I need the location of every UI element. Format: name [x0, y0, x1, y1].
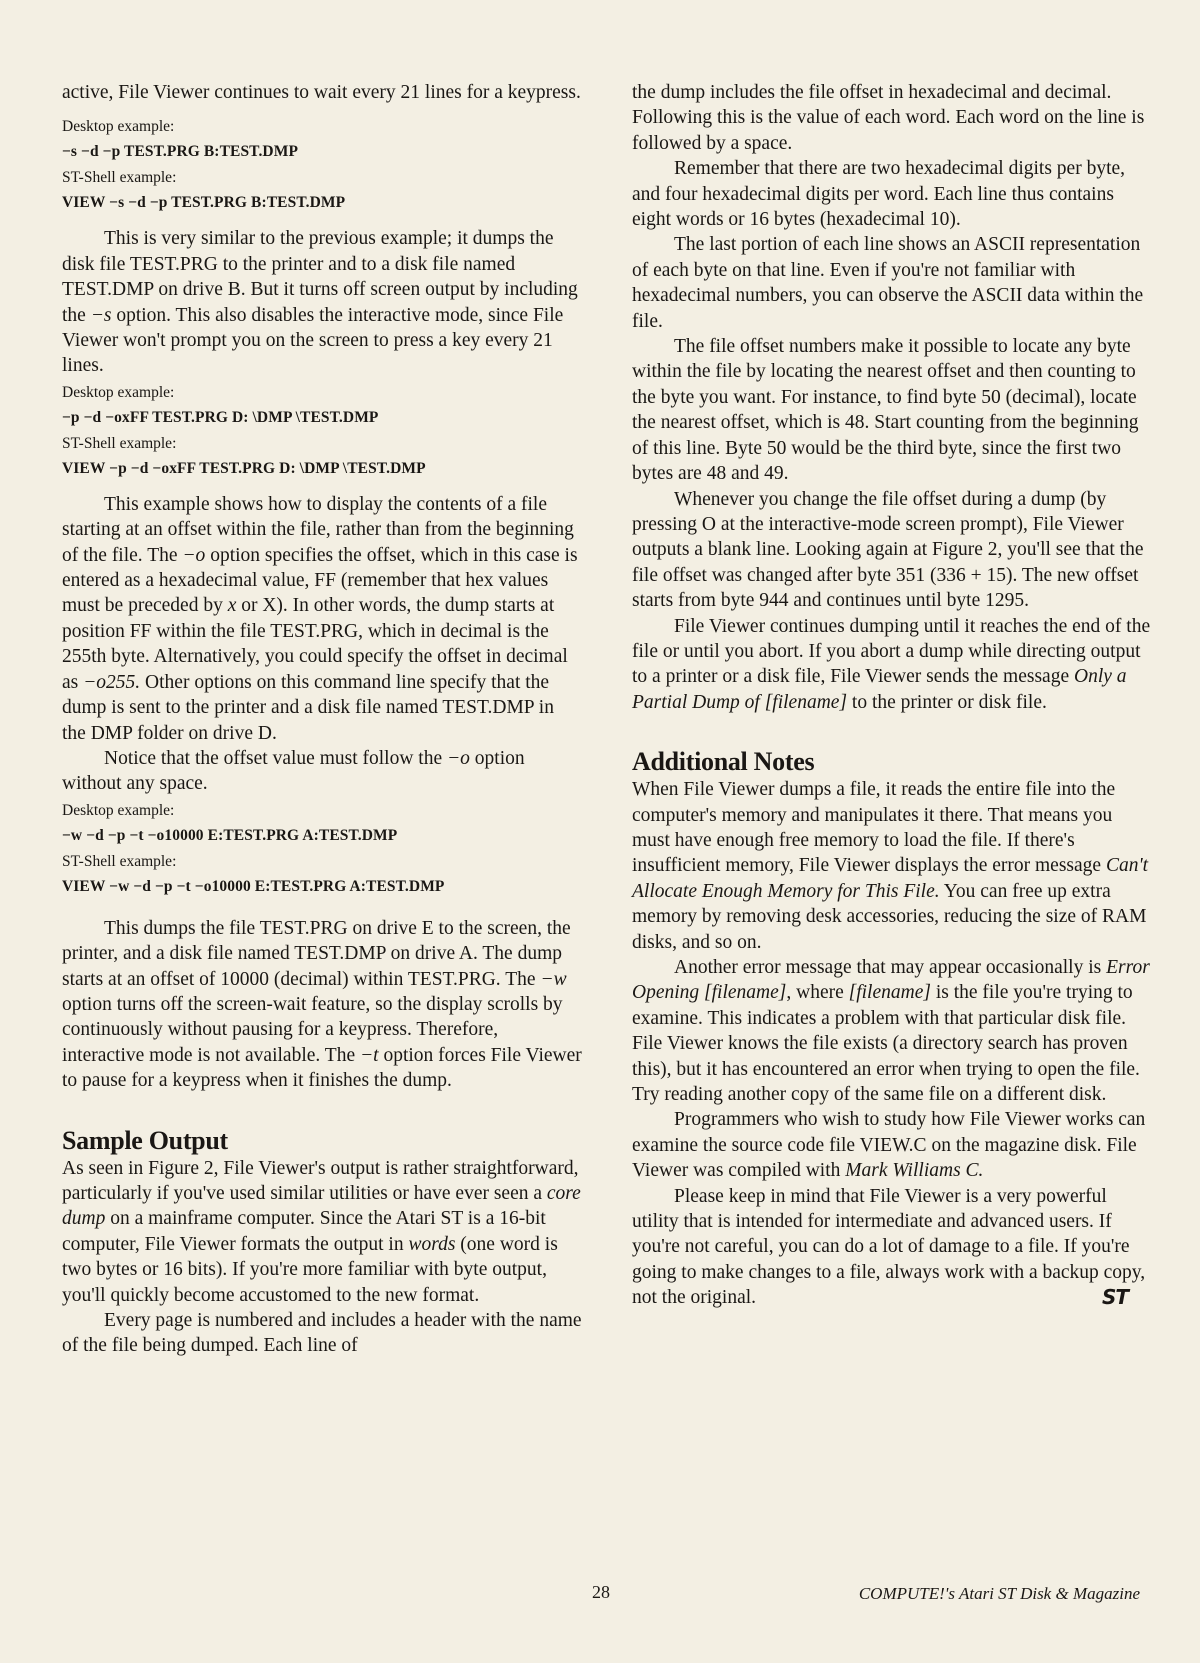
command-line: −p −d −oxFF TEST.PRG D: \DMP \TEST.DMP [62, 408, 379, 426]
command-line: −w −d −p −t −o10000 E:TEST.PRG A:TEST.DMP [62, 826, 398, 844]
paragraph: When File Viewer dumps a file, it reads the entire file into the computer's memory and manipulates it there. That means you must have enough free memory to load the file. If there's insufficient memory, File Viewer displays the error message Can't Allocate Enough Memory for This File. You can free up extra memory by removing desk accessories, reducing the size of RAM disks, and so on. [632, 779, 1149, 953]
paragraph: As seen in Figure 2, File Viewer's output is rather straightforward, particularly if you've used similar utilities or have ever seen a core dump on a mainframe computer. Since the Atari ST is a 16-bit computer, File Viewer formats the output in words (one word is two bytes or 16 bits). If you're more familiar with byte output, you'll quickly become accustomed to the new format. [62, 1157, 581, 1306]
paragraph: This dumps the file TEST.PRG on drive E to the screen, the printer, and a disk file named TEST.DMP on drive A. The dump starts at an offset of 10000 (decimal) within TEST.PRG. The −w option turns off the screen-wait feature, so the display scrolls by continuously without pausing for a keypress. Therefore, interactive mode is not available. The −t option forces File Viewer to pause for a keypress when it finishes the dump. [62, 917, 582, 1092]
left-column [62, 80, 582, 1359]
paragraph: Every page is numbered and includes a header with the name of the file being dumped. Each line of [62, 1310, 582, 1357]
paragraph: This is very similar to the previous example; it dumps the disk file TEST.PRG to the printer and to a disk file named TEST.DMP on drive B. But it turns off screen output by including the −s option. This also disables the interactive mode, since File Viewer won't prompt you on the screen to press a key every 21 lines. [62, 228, 578, 377]
paragraph: the dump includes the file offset in hexadecimal and decimal. Following this is the value of each word. Each word on the line is followed by a space. [632, 82, 1145, 154]
paragraph: File Viewer continues dumping until it reaches the end of the file or until you abort. If you abort a dump while directing output to a printer or a disk file, File Viewer sends the message Only a Partial Dump of [filename] to the printer or disk file. [632, 615, 1151, 713]
command-line: VIEW −s −d −p TEST.PRG B:TEST.DMP [62, 194, 346, 212]
right-column [632, 80, 1152, 1311]
example-label: Desktop example: [62, 118, 175, 136]
paragraph: This example shows how to display the contents of a file starting at an offset within the file, rather than from the beginning of the file. The −o option specifies the offset, which in this case is entered as a hexadecimal value, FF (remember that hex values must be preceded by x or X). In other words, the dump starts at position FF within the file TEST.PRG, which in decimal is the 255th byte. Alternatively, you could specify the offset in decimal as −o255. Other options on this command line specify that the dump is sent to the printer and a disk file named TEST.DMP in the DMP folder on drive D. [62, 493, 578, 744]
paragraph: Remember that there are two hexadecimal digits per byte, and four hexadecimal digits per word. Each line thus contains eight words or 16 bytes (hexadecimal 10). [632, 158, 1126, 231]
command-line: VIEW −p −d −oxFF TEST.PRG D: \DMP \TEST.DMP [62, 459, 426, 477]
paragraph: active, File Viewer continues to wait every 21 lines for a keypress. [62, 82, 581, 103]
example-label: ST-Shell example: [62, 852, 177, 870]
example-label: ST-Shell example: [62, 169, 177, 187]
paragraph: Notice that the offset value must follow the −o option without any space. [62, 747, 525, 795]
paragraph: Please keep in mind that File Viewer is a very powerful utility that is intended for intermediate and advanced users. If you're not careful, you can do a lot of damage to a file. If you're going to make changes to a file, always work with a backup copy, not the original. ST [632, 1185, 1146, 1310]
paragraph: The file offset numbers make it possible to locate any byte within the file by locating the nearest offset and then counting to the byte you want. For instance, to find byte 50 (decimal), locate the nearest offset, which is 48. Start counting from the beginning of this line. Byte 50 would be the third byte, since the first two bytes are 48 and 49. [632, 336, 1139, 485]
paragraph: Whenever you change the file offset during a dump (by pressing O at the interactive-mode screen prompt), File Viewer outputs a blank line. Looking again at Figure 2, you'll see that the file offset was changed after byte 351 (336 + 15). The new offset starts from byte 944 and continues until byte 1295. [632, 488, 1144, 612]
paragraph: Programmers who wish to study how File Viewer works can examine the source code file VIEW.C on the magazine disk. File Viewer was compiled with Mark Williams C. [632, 1109, 1146, 1182]
example-label: ST-Shell example: [62, 434, 177, 452]
section-heading: Additional Notes [632, 747, 815, 777]
end-mark-logo: ST [1101, 1285, 1128, 1310]
paragraph: Another error message that may appear occasionally is Error Opening [filename], where [filename] is the file you're trying to examine. This indicates a problem with that particular disk file. File Viewer knows the file exists (a directory search has proven this), but it has encountered an error when trying to open the file. Try reading another copy of the same file on a different disk. [632, 957, 1150, 1106]
example-label: Desktop example: [62, 801, 175, 819]
publication-footer: COMPUTE!'s Atari ST Disk & Magazine [858, 1584, 1140, 1603]
command-line: VIEW −w −d −p −t −o10000 E:TEST.PRG A:TEST.DMP [62, 877, 445, 895]
example-label: Desktop example: [62, 383, 175, 401]
paragraph: The last portion of each line shows an ASCII representation of each byte on that line. Even if you're not familiar with hexadecimal numbers, you can observe the ASCII data within the file. [632, 234, 1144, 332]
section-heading: Sample Output [62, 1125, 228, 1155]
page-number: 28 [592, 1582, 610, 1602]
command-line: −s −d −p TEST.PRG B:TEST.DMP [62, 143, 299, 161]
